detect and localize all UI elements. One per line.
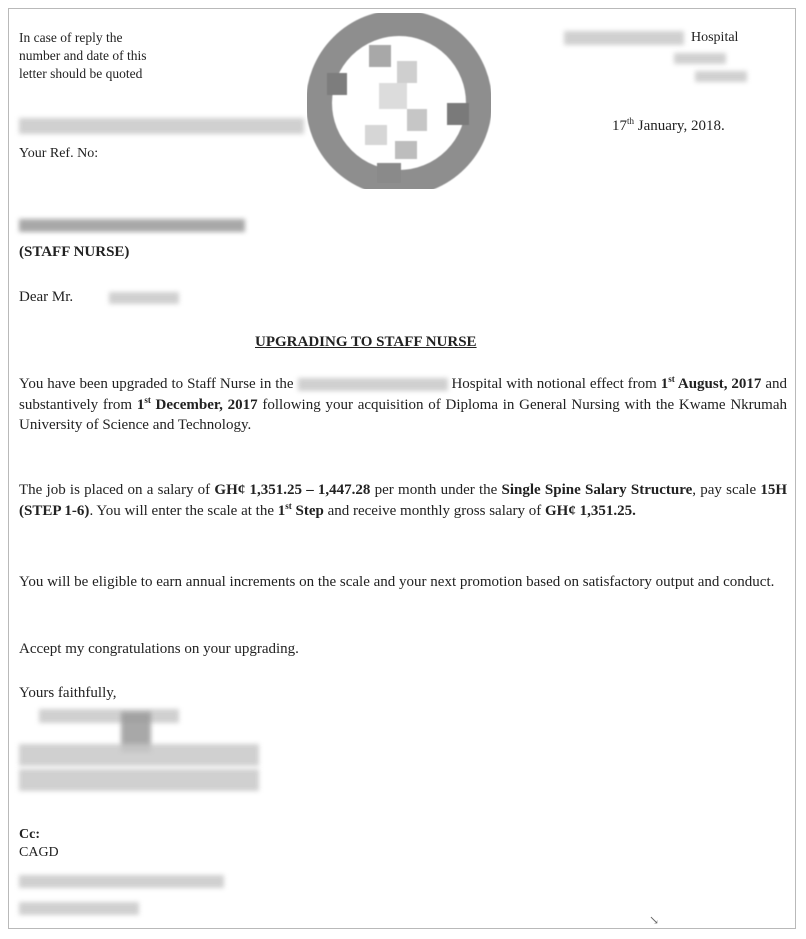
p1-text: following your acquisition of Diploma in General Nursing with the Kwame Nkrumah University of Science and Technology.	[19, 396, 787, 433]
salary-range: GH¢ 1,351.25 – 1,447.28	[214, 482, 371, 498]
redacted-signatory-name	[19, 744, 259, 766]
p2-text: , pay scale	[692, 482, 761, 498]
redacted-hospital-name	[564, 31, 684, 45]
p2-text: The job is placed on a salary of	[19, 482, 215, 498]
redacted-address-line	[695, 71, 747, 82]
pay-scale: 15H (STEP 1-6)	[19, 482, 787, 519]
p1-date1-num: 1	[660, 376, 669, 392]
redacted-recipient-surname	[109, 292, 179, 304]
redacted-address-line	[674, 53, 726, 64]
reply-note-line: letter should be quoted	[19, 66, 143, 81]
step-word: Step	[291, 502, 324, 519]
p1-date1-rest: August, 2017	[674, 376, 762, 392]
gross-salary: GH¢ 1,351.25.	[545, 502, 636, 519]
reply-note-line: number and date of this	[19, 48, 147, 63]
date-suffix: th	[627, 116, 635, 126]
closing: Yours faithfully,	[19, 685, 117, 701]
redacted-signatory-title	[19, 769, 259, 791]
p2-text: . You will enter the scale at the	[89, 502, 278, 519]
redacted-hospital-inline	[298, 378, 448, 391]
redacted-our-ref	[19, 118, 304, 134]
redacted-recipient-name	[19, 219, 245, 232]
redacted-cc-item	[19, 875, 224, 888]
paragraph-increments: You will be eligible to earn annual increments on the scale and your next promotion based on satisfactory output and conduct.	[19, 574, 775, 590]
paragraph-upgrade	[19, 374, 787, 436]
p1-date2-sup: st	[144, 394, 151, 405]
official-seal-icon	[307, 13, 491, 189]
scan-mark-icon: ↘	[649, 913, 660, 927]
p1-text: Hospital with notional effect from	[451, 376, 661, 392]
p1-date1-sup: st	[668, 374, 675, 384]
hospital-label: Hospital	[691, 30, 739, 45]
reply-note	[19, 29, 146, 83]
p1-date2-num: 1	[136, 396, 145, 413]
redacted-signature	[39, 709, 179, 723]
cc-item-cagd: CAGD	[19, 845, 59, 860]
letter-date	[612, 117, 725, 136]
step-num: 1	[277, 502, 286, 519]
letter-page	[8, 8, 796, 929]
p1-date2-rest: December, 2017	[150, 396, 258, 413]
p2-text: per month under the	[370, 482, 502, 498]
paragraph-congratulations: Accept my congratulations on your upgrading.	[19, 641, 299, 657]
date-rest: January, 2018.	[634, 118, 725, 134]
redacted-cc-item	[19, 902, 139, 915]
salary-structure: Single Spine Salary Structure	[501, 482, 693, 498]
salutation: Dear Mr.	[19, 289, 74, 305]
your-ref-label: Your Ref. No:	[19, 146, 99, 161]
date-day: 17	[612, 118, 627, 134]
cc-label: Cc:	[19, 827, 40, 842]
recipient-title: (STAFF NURSE)	[19, 244, 130, 260]
p1-text: and substantively from	[19, 376, 788, 413]
reply-note-line: In case of reply the	[19, 30, 123, 45]
redacted-block	[298, 378, 448, 391]
step-sup: st	[285, 500, 292, 511]
subject-heading: UPGRADING TO STAFF NURSE	[255, 334, 477, 350]
p2-text: and receive monthly gross salary of	[323, 502, 546, 519]
p1-text: You have been upgraded to Staff Nurse in the	[19, 376, 294, 392]
paragraph-salary	[19, 480, 787, 521]
